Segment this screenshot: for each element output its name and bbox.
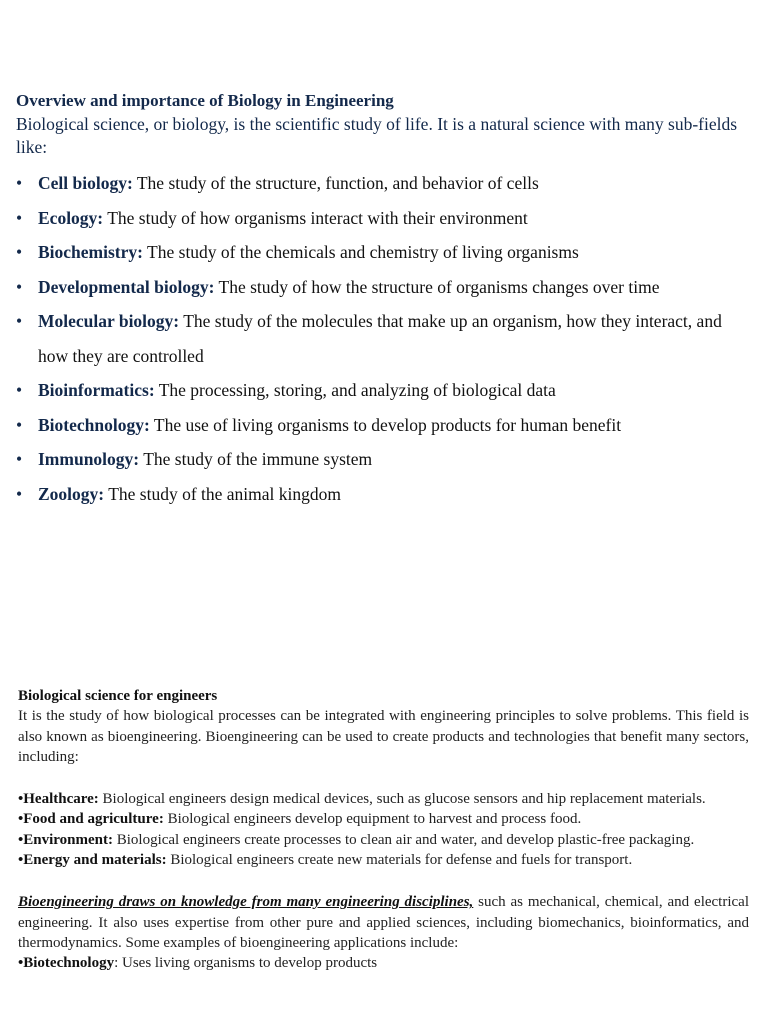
overview-heading: Overview and importance of Biology in Engineering: [16, 91, 394, 110]
subfield-desc: The study of the chemicals and chemistry of living organisms: [147, 242, 579, 262]
subfield-desc: The study of how the structure of organisms changes over time: [218, 276, 660, 297]
list-item: [16, 166, 746, 201]
bullet-icon: •: [16, 276, 23, 297]
disciplines-lead: Bioengineering draws on knowledge from many engineering disciplines,: [18, 894, 474, 911]
list-item: [16, 235, 746, 270]
application-term: •Biotechnology: [18, 955, 115, 972]
list-item: [16, 304, 746, 373]
bullet-icon: •: [16, 311, 23, 331]
list-item: [16, 477, 746, 512]
subfield-desc: The study of the structure, function, and behavior of cells: [136, 173, 539, 193]
bullet-icon: •: [16, 483, 23, 504]
subfield-term: Biotechnology:: [38, 414, 150, 435]
subfield-desc: The study of the immune system: [143, 449, 373, 469]
subfield-term: Developmental biology:: [38, 276, 215, 297]
application-item: [18, 953, 749, 973]
subfield-desc: The study of how organisms interact with their environment: [107, 207, 528, 228]
disciplines-text: such as mechanical, chemical, and electrical engineering. It also uses expertise from other pure and applied sciences, including biomechanics, bioinformatics, and thermodynamics. Some examples of bioengineering applications include:: [18, 894, 749, 951]
subfield-term: Cell biology:: [38, 173, 133, 193]
sector-item: [18, 850, 749, 870]
spacer: [18, 870, 749, 892]
engineers-heading: Biological science for engineers: [18, 688, 218, 704]
bullet-icon: •: [16, 414, 23, 435]
sector-term: •Energy and materials:: [18, 852, 167, 869]
sector-term: •Healthcare:: [18, 791, 99, 808]
list-item: [16, 201, 746, 236]
overview-intro: Biological science, or biology, is the scientific study of life. It is a natural science with many sub-fields like:: [16, 114, 738, 157]
list-item: [16, 270, 746, 305]
bullet-icon: •: [16, 207, 23, 228]
sector-term: •Food and agriculture:: [18, 811, 164, 828]
subfield-list: [16, 166, 746, 511]
bullet-icon: •: [16, 449, 23, 469]
sector-desc: Biological engineers create processes to clean air and water, and develop plastic-free packaging.: [116, 831, 695, 848]
sector-item: [18, 809, 749, 829]
sector-desc: Biological engineers create new materials for defense and fuels for transport.: [170, 852, 633, 869]
overview-section: [16, 90, 746, 511]
sector-term: •Environment:: [18, 831, 113, 848]
bullet-icon: •: [16, 242, 23, 262]
sector-item: [18, 789, 749, 809]
subfield-desc: The use of living organisms to develop products for human benefit: [153, 414, 622, 435]
list-item: [16, 442, 746, 477]
application-desc: : Uses living organisms to develop products: [114, 955, 378, 972]
bullet-icon: •: [16, 380, 23, 400]
subfield-term: Zoology:: [38, 483, 105, 504]
subfield-term: Immunology:: [38, 449, 140, 469]
spacer: [18, 767, 749, 789]
subfield-term: Bioinformatics:: [38, 380, 155, 400]
subfield-term: Ecology:: [38, 207, 104, 228]
engineers-section: [18, 686, 749, 974]
engineers-intro: It is the study of how biological processes can be integrated with engineering principles to solve problems. This field is also known as bioengineering. Bioengineering can be used to create products and technologies that benefit many sectors, including:: [18, 708, 749, 765]
list-item: [16, 373, 746, 408]
subfield-desc: The study of the animal kingdom: [108, 483, 341, 504]
sector-desc: Biological engineers develop equipment to harvest and process food.: [167, 811, 582, 828]
sector-desc: Biological engineers design medical devices, such as glucose sensors and hip replacement materials.: [102, 791, 706, 808]
bullet-icon: •: [16, 173, 23, 193]
list-item: [16, 408, 746, 443]
disciplines-paragraph: [18, 892, 749, 953]
subfield-term: Biochemistry:: [38, 242, 143, 262]
subfield-desc: The study of the molecules that make up an organism, how they interact, and how they are controlled: [38, 311, 722, 366]
subfield-desc: The processing, storing, and analyzing of biological data: [158, 380, 556, 400]
sector-item: [18, 830, 749, 850]
subfield-term: Molecular biology:: [38, 311, 180, 331]
